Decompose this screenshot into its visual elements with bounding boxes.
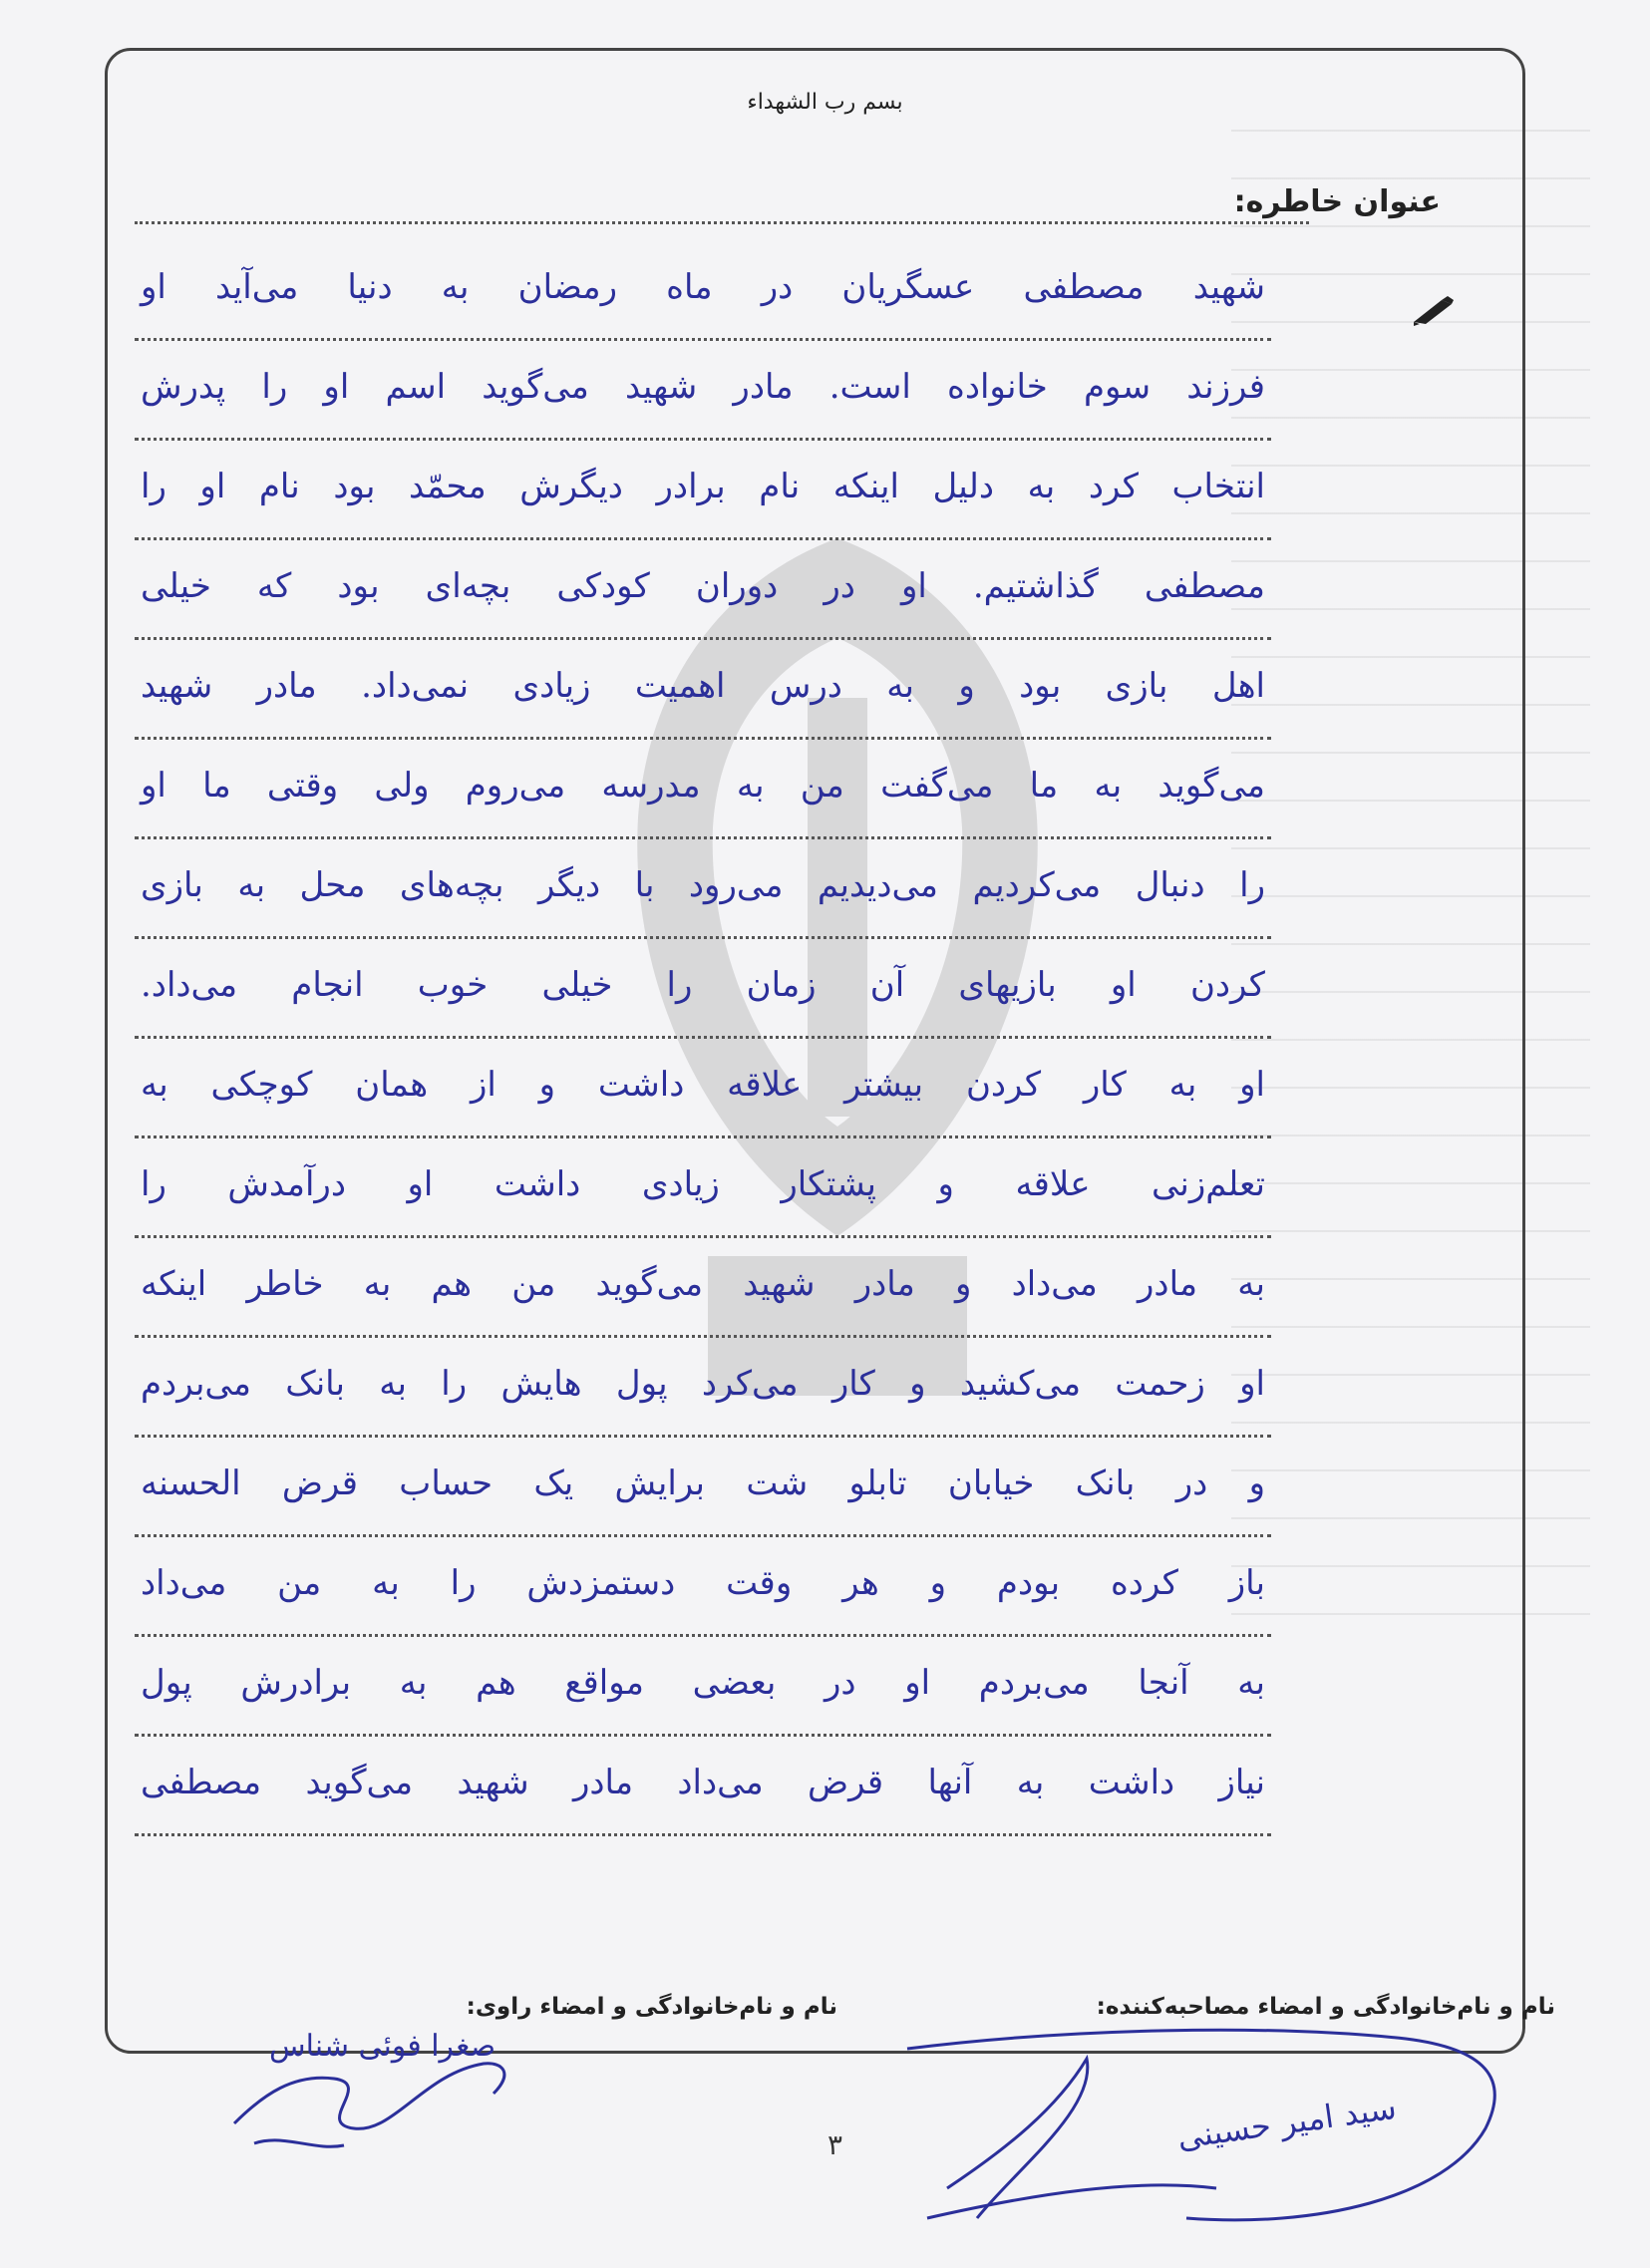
narrator-signature-label: نام و نام‌خانوادگی و امضاء راوی: bbox=[466, 1994, 837, 2020]
handwritten-line: به مادر می‌داد و مادر شهید می‌گوید من هم به خاطر اینکه bbox=[135, 1238, 1271, 1338]
interviewer-name: سید امیر حسینی bbox=[1174, 2088, 1399, 2157]
handwritten-line: باز کرده بودم و هر وقت دستمزدش را به من می‌داد bbox=[135, 1537, 1271, 1637]
narrator-name: صغرا فوئی شناس bbox=[269, 2029, 496, 2064]
handwritten-line: به آنجا می‌بردم او در بعضی مواقع هم به برادرش پول bbox=[135, 1637, 1271, 1737]
handwritten-line: می‌گوید به ما می‌گفت من به مدرسه می‌روم ولی وقتی ما او bbox=[135, 740, 1271, 839]
handwritten-line: فرزند سوم خانواده است. مادر شهید می‌گوید اسم او را پدرش bbox=[135, 341, 1271, 441]
interviewer-signature-label: نام و نام‌خانوادگی و امضاء مصاحبه‌کننده: bbox=[1096, 1994, 1555, 2020]
memory-title-label: عنوان خاطره: bbox=[1233, 184, 1441, 219]
handwritten-line: اهل بازی بود و به درس اهمیت زیادی نمی‌داد. مادر شهید bbox=[135, 640, 1271, 740]
handwritten-line: او به کار کردن بیشتر علاقه داشت و از همان کوچکی به bbox=[135, 1039, 1271, 1138]
handwritten-line: را دنبال می‌کردیم می‌دیدیم می‌رود با دیگر بچه‌های محل به بازی bbox=[135, 839, 1271, 939]
handwritten-line: انتخاب کرد به دلیل اینکه نام برادر دیگرش محمّد بود نام او را bbox=[135, 441, 1271, 540]
handwritten-line: مصطفی گذاشتیم. او در دوران کودکی بچه‌ای بود که خیلی bbox=[135, 540, 1271, 640]
handwritten-line: تعلم‌زنی علاقه و پشتکار زیادی داشت او درآمدش را bbox=[135, 1138, 1271, 1238]
handwritten-line: کردن او بازیهای آن زمان را خیلی خوب انجام می‌داد. bbox=[135, 939, 1271, 1039]
handwritten-line: نیاز داشت به آنها قرض می‌داد مادر شهید می‌گوید مصطفی bbox=[135, 1737, 1271, 1836]
handwritten-line: او زحمت می‌کشید و کار می‌کرد پول هایش را به بانک می‌بردم bbox=[135, 1338, 1271, 1438]
handwritten-line: و در بانک خیابان تابلو شت برایش یک حساب قرض الحسنه bbox=[135, 1438, 1271, 1537]
handwritten-line: شهید مصطفی عسگریان در ماه رمضان به دنیا می‌آید او bbox=[135, 241, 1271, 341]
page-number: ۳ bbox=[827, 2128, 843, 2161]
narrator-signature bbox=[224, 2034, 523, 2173]
form-header: بسم رب الشهداء bbox=[747, 90, 903, 115]
